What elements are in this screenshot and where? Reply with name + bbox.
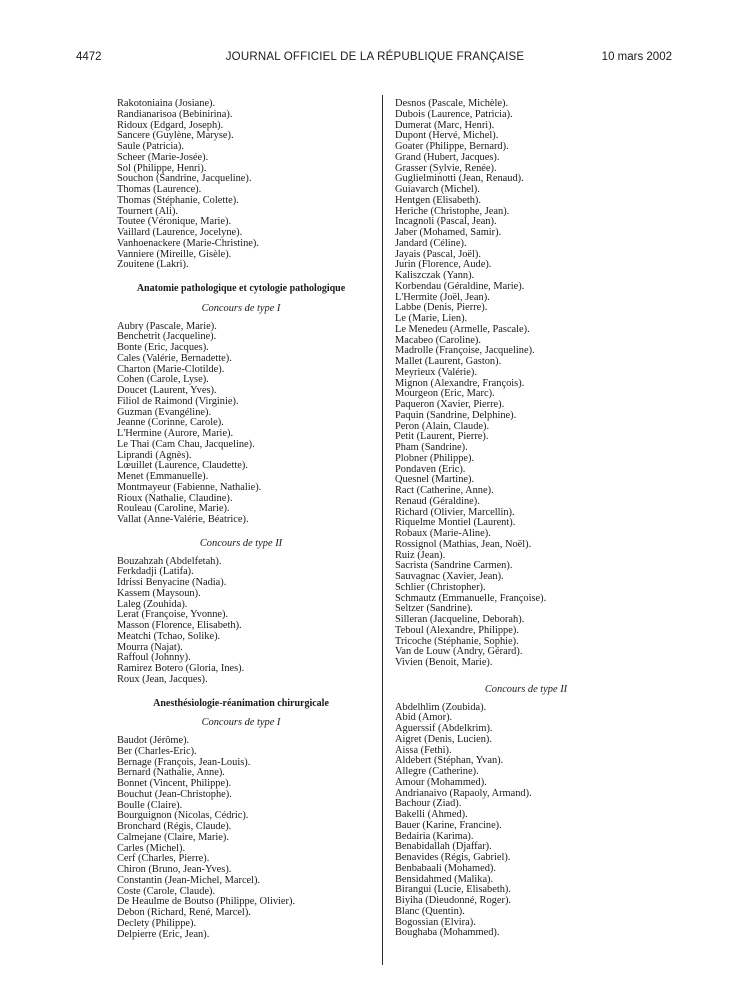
list-item: Blanc (Quentin).	[395, 905, 465, 917]
list-item: Aissa (Fethi).	[395, 744, 452, 756]
list-item: Roux (Jean, Jacques).	[117, 673, 208, 685]
list-item: Charton (Marie-Clotilde).	[117, 363, 225, 375]
list-item: Meatchi (Tchao, Solike).	[117, 630, 221, 642]
list-item: Macabeo (Caroline).	[395, 334, 481, 346]
list-item: Ramirez Botero (Gloria, Ines).	[117, 663, 245, 674]
list-item: Korbendau (Géraldine, Marie).	[395, 280, 525, 292]
list-item: Goater (Philippe, Bernard).	[395, 141, 509, 152]
subsection-heading: Concours de type II	[484, 683, 568, 695]
list-item: Petit (Laurent, Pierre).	[395, 431, 489, 443]
name-list	[117, 99, 365, 271]
list-item: Randianarisoa (Bebinirina).	[117, 108, 233, 120]
list-item: Vanhoenackere (Marie-Christine).	[117, 237, 259, 249]
list-item: Constantin (Jean-Michel, Marcel).	[117, 874, 261, 886]
subsection-heading: Concours de type I	[201, 717, 281, 729]
list-item: Schlier (Christopher).	[395, 581, 486, 593]
list-item: Mourra (Najat).	[117, 641, 183, 653]
list-item: Lerat (Françoise, Yvonne).	[117, 609, 229, 621]
list-item: Bakelli (Ahmed).	[395, 809, 468, 820]
list-item: Raffoul (Johnny).	[117, 652, 191, 664]
list-item: Guglielminotti (Jean, Renaud).	[395, 173, 524, 185]
list-item: Vivien (Benoit, Marie).	[395, 657, 493, 668]
list-item: Bedairia (Karima).	[395, 830, 474, 842]
left-column	[117, 99, 365, 940]
list-item: Pham (Sandrine).	[395, 442, 468, 453]
list-item: Pondaven (Eric).	[395, 463, 466, 475]
list-item: Bonnet (Vincent, Philippe).	[117, 778, 232, 789]
list-item: Vaillard (Laurence, Jocelyne).	[117, 227, 243, 238]
list-item: Aguerssif (Abdelkrim).	[395, 723, 493, 734]
list-item: Sancere (Guylène, Maryse).	[117, 130, 234, 142]
list-item: Declety (Philippe).	[117, 917, 197, 929]
list-item: Guzman (Evangéline).	[117, 406, 212, 418]
list-item: Hentgen (Elisabeth).	[395, 194, 481, 206]
list-item: Rakotoniaina (Josiane).	[117, 98, 216, 109]
name-list	[395, 703, 657, 940]
list-item: Liprandi (Agnès).	[117, 449, 192, 461]
column-divider	[382, 95, 383, 965]
list-item: Meyrieux (Valérie).	[395, 366, 477, 378]
list-item: Filiol de Raimond (Virginie).	[117, 395, 239, 407]
list-item: Labbe (Denis, Pierre).	[395, 302, 488, 314]
list-item: Schmautz (Emmanuelle, Françoise).	[395, 592, 547, 604]
list-item: Seltzer (Sandrine).	[395, 603, 473, 615]
list-item: Andrianaivo (Rapaoly, Armand).	[395, 787, 532, 799]
list-item: Silleran (Jacqueline, Deborah).	[395, 614, 525, 625]
list-item: Ruiz (Jean).	[395, 549, 446, 561]
list-item: Bensidahmed (Malika).	[395, 873, 494, 885]
list-item: Souchon (Sandrine, Jacqueline).	[117, 173, 252, 185]
list-item: Mignon (Alexandre, François).	[395, 377, 525, 389]
list-item: Sacrista (Sandrine Carmen).	[395, 560, 513, 572]
list-item: Desnos (Pascale, Michèle).	[395, 98, 509, 109]
list-item: Allegre (Catherine).	[395, 766, 479, 777]
list-item: Dubois (Laurence, Patricia).	[395, 108, 513, 120]
list-item: Dumerat (Marc, Henri).	[395, 119, 495, 131]
list-item: Renaud (Géraldine).	[395, 495, 480, 507]
page-number: 4472	[76, 51, 102, 63]
list-item: Zouitene (Lakri).	[117, 259, 189, 271]
list-item: Paqueron (Xavier, Pierre).	[395, 399, 505, 410]
list-item: Bernard (Nathalie, Anne).	[117, 767, 225, 779]
list-item: Mallet (Laurent, Gaston).	[395, 356, 502, 367]
list-item: Bouzahzah (Abdelfetah).	[117, 555, 222, 567]
list-item: Benabidallah (Djaffar).	[395, 841, 492, 853]
list-item: Richard (Olivier, Marcellin).	[395, 506, 515, 518]
list-item: Birangui (Lucie, Elisabeth).	[395, 884, 511, 896]
list-item: Plobner (Philippe).	[395, 452, 475, 464]
list-item: Baudot (Jérôme).	[117, 735, 190, 746]
list-item: Rioux (Nathalie, Claudine).	[117, 492, 233, 504]
list-item: Quesnel (Martine).	[395, 474, 475, 486]
list-item: Bouchut (Jean-Christophe).	[117, 788, 232, 800]
list-item: Le Menedeu (Armelle, Pascale).	[395, 323, 530, 335]
list-item: Le (Marie, Lien).	[395, 313, 468, 324]
list-item: Robaux (Marie-Aline).	[395, 528, 491, 539]
list-item: Bachour (Ziad).	[395, 798, 462, 810]
issue-date: 10 mars 2002	[601, 51, 672, 63]
list-item: Vallat (Anne-Valérie, Béatrice).	[117, 514, 249, 525]
list-item: Calmejane (Claire, Marie).	[117, 831, 229, 843]
list-item: Peron (Alain, Claude).	[395, 420, 490, 432]
name-list	[117, 736, 365, 940]
list-item: Mourgeon (Eric, Marc).	[395, 388, 495, 400]
list-item: Ferkdadji (Latifa).	[117, 566, 194, 578]
list-item: Rouleau (Caroline, Marie).	[117, 503, 230, 515]
list-item: Bourguignon (Nicolas, Cédric).	[117, 810, 249, 822]
list-item: Tournert (Ali).	[117, 205, 179, 217]
list-item: Benbabaali (Mohamed).	[395, 862, 496, 874]
subsection-heading: Concours de type II	[199, 537, 283, 549]
list-item: Boughaba (Mohammed).	[395, 927, 500, 939]
list-item: Lœuillet (Laurence, Claudette).	[117, 460, 248, 472]
list-item: L'Hermine (Aurore, Marie).	[117, 428, 234, 439]
list-item: Van de Louw (Andry, Gérard).	[395, 646, 523, 658]
list-item: Bauer (Karine, Francine).	[395, 819, 502, 831]
list-item: Vanniere (Mireille, Gisèle).	[117, 248, 232, 260]
list-item: Delpierre (Eric, Jean).	[117, 928, 210, 940]
list-item: Coste (Carole, Claude).	[117, 885, 216, 897]
list-item: Biyiha (Dieudonné, Roger).	[395, 895, 512, 906]
list-item: Aigret (Denis, Lucien).	[395, 733, 492, 745]
list-item: Dupont (Hervé, Michel).	[395, 130, 499, 142]
list-item: L'Hermite (Joël, Jean).	[395, 291, 490, 303]
list-item: Debon (Richard, René, Marcel).	[117, 907, 251, 918]
list-item: Madrolle (Françoise, Jacqueline).	[395, 345, 535, 357]
list-item: Kaliszczak (Yann).	[395, 270, 475, 281]
list-item: Thomas (Stéphanie, Colette).	[117, 194, 239, 206]
journal-title: JOURNAL OFFICIEL DE LA RÉPUBLIQUE FRANÇAISE	[225, 51, 525, 63]
list-item: Abid (Amor).	[395, 712, 453, 724]
list-item: Teboul (Alexandre, Philippe).	[395, 624, 519, 636]
list-item: Benchetrit (Jacqueline).	[117, 331, 217, 343]
list-item: Menet (Emmanuelle).	[117, 471, 209, 482]
list-item: Jayais (Pascal, Joël).	[395, 248, 481, 260]
list-item: Grasser (Sylvie, Renée).	[395, 162, 497, 174]
list-item: Tricoche (Stéphanie, Sophie).	[395, 635, 519, 647]
list-item: Heriche (Christophe, Jean).	[395, 205, 510, 217]
list-item: Boulle (Claire).	[117, 799, 183, 811]
name-list	[117, 322, 365, 526]
page-header	[0, 51, 750, 65]
list-item: Idrissi Benyacine (Nadia).	[117, 577, 227, 588]
list-item: Abdelhlim (Zoubida).	[395, 701, 487, 713]
list-item: Thomas (Laurence).	[117, 184, 202, 195]
list-item: Aldebert (Stéphan, Yvan).	[395, 755, 504, 767]
list-item: Incagnoli (Pascal, Jean).	[395, 216, 497, 228]
section-heading: Anesthésiologie-réanimation chirurgicale	[153, 697, 329, 709]
list-item: Jeanne (Corinne, Carole).	[117, 417, 224, 429]
list-item: Ridoux (Edgard, Joseph).	[117, 119, 224, 131]
name-list	[395, 99, 657, 669]
list-item: Masson (Florence, Elisabeth).	[117, 620, 242, 631]
list-item: Sol (Philippe, Henri).	[117, 162, 207, 174]
list-item: Jandard (Céline).	[395, 237, 467, 249]
section-heading: Anatomie pathologique et cytologie pathologique	[136, 283, 346, 294]
name-list	[117, 557, 365, 686]
list-item: Kassem (Maysoun).	[117, 587, 201, 599]
list-item: Guiavarch (Michel).	[395, 184, 480, 195]
list-item: Jurin (Florence, Aude).	[395, 259, 492, 271]
list-item: Scheer (Marie-Josée).	[117, 151, 209, 163]
list-item: Sauvagnac (Xavier, Jean).	[395, 571, 504, 582]
list-item: Jaber (Mohamed, Samir).	[395, 227, 502, 238]
list-item: Ract (Catherine, Anne).	[395, 485, 494, 496]
list-item: Bogossian (Elvira).	[395, 916, 476, 928]
list-item: Benavides (Régis, Gabriel).	[395, 852, 511, 863]
subsection-heading: Concours de type I	[201, 302, 281, 314]
list-item: Cales (Valérie, Bernadette).	[117, 352, 232, 364]
list-item: Chiron (Bruno, Jean-Yves).	[117, 864, 232, 875]
list-item: De Heaulme de Boutso (Philippe, Olivier).	[117, 896, 296, 908]
list-item: Carles (Michel).	[117, 842, 186, 854]
list-item: Toutee (Véronique, Marie).	[117, 216, 232, 228]
list-item: Grand (Hubert, Jacques).	[395, 151, 500, 163]
right-column	[395, 99, 657, 939]
list-item: Cohen (Carole, Lyse).	[117, 374, 209, 386]
list-item: Aubry (Pascale, Marie).	[117, 320, 217, 332]
list-item: Laleg (Zouhida).	[117, 598, 188, 610]
list-item: Bonte (Eric, Jacques).	[117, 342, 209, 353]
list-item: Amour (Mohammed).	[395, 776, 487, 788]
list-item: Riquelme Montiel (Laurent).	[395, 517, 516, 529]
list-item: Le Thai (Cam Chau, Jacqueline).	[117, 438, 255, 450]
list-item: Bernage (François, Jean-Louis).	[117, 756, 251, 768]
list-item: Rossignol (Mathias, Jean, Noël).	[395, 538, 532, 550]
list-item: Cerf (Charles, Pierre).	[117, 853, 210, 865]
list-item: Bronchard (Régis, Claude).	[117, 821, 232, 832]
list-item: Ber (Charles-Eric).	[117, 745, 197, 757]
list-item: Saule (Patricia).	[117, 141, 184, 152]
list-item: Doucet (Laurent, Yves).	[117, 385, 217, 396]
list-item: Paquin (Sandrine, Delphine).	[395, 409, 517, 421]
list-item: Montmayeur (Fabienne, Nathalie).	[117, 481, 262, 493]
